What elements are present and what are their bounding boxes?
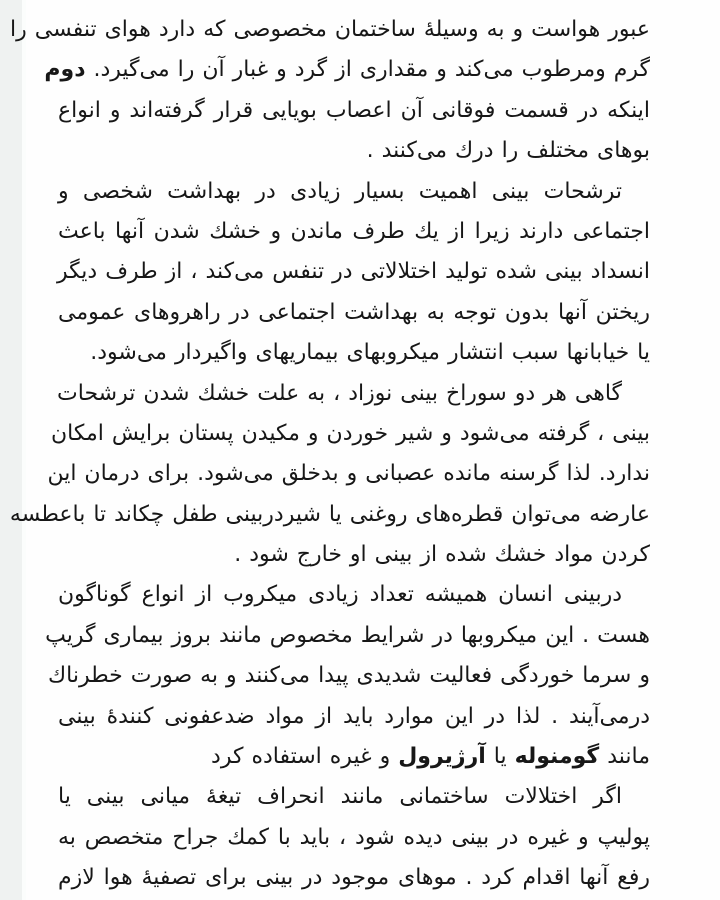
text-line bbox=[58, 131, 650, 171]
text-segment: انسداد بینی شده تولید اختلالاتی در تنفس می‌کند ، از طرف دیگر bbox=[57, 259, 650, 285]
text-line bbox=[58, 737, 650, 777]
text-line bbox=[58, 374, 650, 414]
text-segment: ریختن آنها بدون توجه به بهداشت اجتماعی در راهروهای عمومی bbox=[58, 299, 650, 325]
text-line bbox=[58, 697, 650, 737]
text-segment: بوهای مختلف را درك می‌کنند . bbox=[366, 138, 650, 164]
text-segment: کردن مواد خشك شده از بینی او خارج شود . bbox=[234, 542, 650, 568]
text-line bbox=[50, 414, 650, 454]
paragraph bbox=[10, 10, 650, 172]
text-line bbox=[58, 818, 650, 858]
text-line bbox=[47, 454, 650, 494]
text-line bbox=[58, 91, 650, 131]
text-segment: مانند bbox=[599, 744, 650, 770]
paragraph bbox=[9, 374, 650, 576]
text-segment: هست . این میکروبها در شرایط مخصوص مانند بروز بیماری گریپ bbox=[45, 622, 650, 648]
text-segment: یا bbox=[485, 744, 515, 770]
paragraph bbox=[58, 172, 650, 374]
text-line bbox=[58, 777, 650, 817]
text-segment: بینی ، گرفته می‌شود و شیر خوردن و مکیدن پستان برایش امکان bbox=[50, 420, 650, 446]
bold-term: گومنوله bbox=[514, 744, 600, 770]
text-segment: درمی‌آیند . لذا در این موارد باید از مواد ضدعفونی کنندهٔ بینی bbox=[58, 703, 650, 729]
bold-term: دوم bbox=[44, 57, 86, 83]
text-segment: گاهی هر دو سوراخ بینی نوزاد ، به علت خشك شدن ترشحات bbox=[57, 380, 622, 406]
text-segment: گرم ومرطوب می‌کند و مقداری از گرد و غبار آن را می‌گیرد. bbox=[85, 57, 650, 83]
text-line bbox=[58, 172, 650, 212]
text-segment: رفع آنها اقدام کرد . موهای موجود در بینی برای تصفیهٔ هوا لازم bbox=[58, 865, 650, 891]
text-line bbox=[58, 535, 650, 575]
text-segment: اجتماعی دارند زیرا از یك طرف ماندن و خشك شدن آنها باعث bbox=[58, 218, 650, 244]
text-segment: عبور هواست و به وسیلهٔ ساختمان مخصوصی که دارد هوای تنفسی را bbox=[10, 17, 650, 42]
bold-term: آرژیرول bbox=[398, 744, 486, 770]
text-line bbox=[58, 293, 650, 333]
text-segment: دربینی انسان همیشه تعداد زیادی میکروب از انواع گوناگون bbox=[58, 582, 622, 608]
text-line bbox=[58, 212, 650, 252]
text-line bbox=[10, 10, 650, 50]
scan-edge-band bbox=[0, 0, 26, 900]
text-segment: پولیپ و غیره در بینی دیده شود ، باید با کمك جراح متخصص به bbox=[58, 824, 650, 850]
text-segment: اگر اختلالات ساختمانی مانند انحراف تیغهٔ میانی بینی یا bbox=[58, 784, 622, 810]
text-column bbox=[9, 10, 650, 899]
text-segment: و غیره استفاده کرد bbox=[211, 744, 399, 770]
text-segment: ترشحات بینی اهمیت بسیار زیادی در بهداشت شخصی و bbox=[58, 178, 622, 204]
text-line bbox=[9, 495, 650, 535]
paragraph bbox=[58, 777, 650, 898]
text-line bbox=[58, 575, 650, 615]
text-line bbox=[44, 50, 650, 90]
text-segment: یا خیابانها سبب انتشار میکروبهای بیماریهای واگیردار می‌شود. bbox=[90, 340, 650, 366]
text-segment: و سرما خوردگی فعالیت شدیدی پیدا می‌کنند و به صورت خطرناك bbox=[48, 663, 650, 689]
paragraph bbox=[45, 575, 650, 777]
text-line bbox=[45, 616, 650, 656]
text-segment: عارضه می‌توان قطره‌های روغنی یا شیردربینی طفل چکاند تا باعطسه bbox=[9, 501, 650, 527]
text-segment: اینکه در قسمت فوقانی آن اعصاب بویایی قرار گرفته‌اند و انواع bbox=[58, 97, 650, 123]
text-line bbox=[58, 858, 650, 898]
text-line bbox=[48, 656, 650, 696]
text-line bbox=[58, 333, 650, 373]
text-line bbox=[58, 252, 650, 292]
text-segment: ندارد. لذا گرسنه مانده عصبانی و بدخلق می‌شود. برای درمان این bbox=[47, 461, 650, 487]
